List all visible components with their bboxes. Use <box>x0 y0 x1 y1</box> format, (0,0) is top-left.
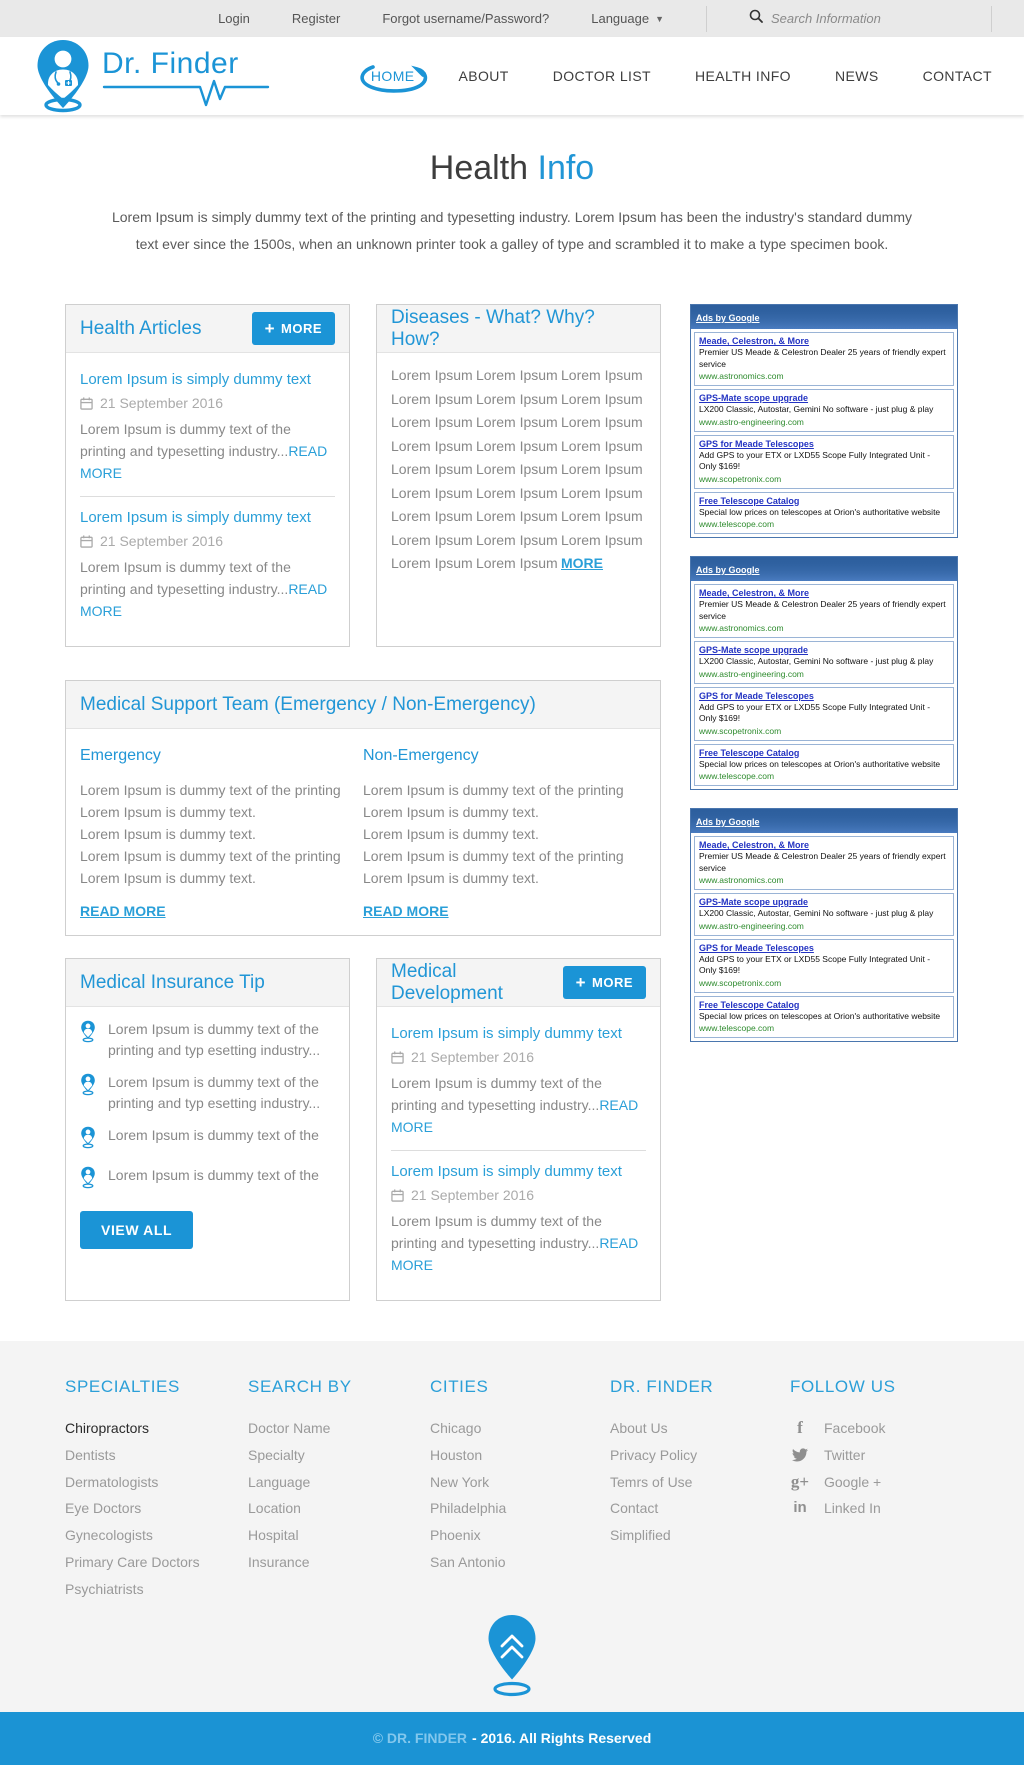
ad-item <box>694 641 954 684</box>
footer-link[interactable]: Dermatologists <box>65 1473 159 1490</box>
footer-link[interactable]: Philadelphia <box>430 1500 507 1517</box>
disease-link[interactable]: Lorem Ipsum <box>391 390 473 407</box>
nav-news[interactable]: NEWS <box>834 68 879 84</box>
ad-description: Premier US Meade & Celestron Dealer 25 years of friendly expert service <box>699 851 946 873</box>
disease-link[interactable]: Lorem Ipsum <box>391 367 473 383</box>
ad-item <box>694 332 954 386</box>
support-column <box>363 743 646 921</box>
ad-item <box>694 939 954 993</box>
footer-dr-finder <box>610 1377 790 1603</box>
article-item <box>391 1019 646 1150</box>
ad-title-link[interactable]: Free Telescope Catalog <box>699 495 800 506</box>
read-more-link[interactable]: READ MORE <box>80 443 328 481</box>
facebook-icon: f <box>797 1418 803 1437</box>
ad-url: www.astro-engineering.com <box>699 416 804 427</box>
ad-item <box>694 687 954 741</box>
ads-header: Ads by Google <box>696 817 760 827</box>
footer-cities <box>430 1377 610 1603</box>
ad-url: www.scopetronix.com <box>699 473 782 484</box>
article-item <box>391 1150 646 1288</box>
article-excerpt: Lorem Ipsum is dummy text of the printing and typesetting industry...READ MORE <box>80 421 328 481</box>
article-title-link[interactable]: Lorem Ipsum is simply dummy text <box>391 1163 622 1180</box>
view-all-button[interactable]: VIEW ALL <box>80 1211 193 1249</box>
social-twitter[interactable]: Twitter <box>790 1442 959 1469</box>
ad-item <box>694 744 954 787</box>
brand-logo[interactable] <box>32 39 270 118</box>
disease-link[interactable]: Lorem Ipsum <box>476 555 558 571</box>
disease-link[interactable]: Lorem Ipsum <box>476 414 558 430</box>
article-title-link[interactable]: Lorem Ipsum is simply dummy text <box>391 1025 622 1042</box>
copyright-text: - 2016. All Rights Reserved <box>472 1730 652 1747</box>
ad-item <box>694 584 954 638</box>
footer-heading: FOLLOW US <box>790 1377 896 1396</box>
footer-link[interactable]: Phoenix <box>430 1527 481 1544</box>
googleplus-icon: g+ <box>790 1471 810 1491</box>
ad-item <box>694 996 954 1039</box>
card-title: Medical Development <box>391 960 503 1004</box>
google-ads-block <box>690 808 958 1042</box>
ad-title-link[interactable]: GPS for Meade Telescopes <box>699 690 814 701</box>
ad-title-link[interactable]: GPS for Meade Telescopes <box>699 438 814 449</box>
insurance-tip-item: Lorem Ipsum is dummy text of the printing and typ esetting industry... <box>80 1019 335 1061</box>
copyright-brand: © DR. FINDER <box>372 1730 468 1747</box>
ad-title-link[interactable]: GPS-Mate scope upgrade <box>699 897 809 907</box>
disease-link[interactable]: Lorem Ipsum <box>561 437 643 454</box>
disease-link[interactable]: Lorem Ipsum <box>476 390 558 407</box>
article-excerpt: Lorem Ipsum is dummy text of the printing and typesetting industry...READ MORE <box>80 559 328 619</box>
site-footer <box>0 1341 1024 1712</box>
google-ads-block <box>690 304 958 538</box>
disease-link[interactable]: Lorem Ipsum <box>476 508 558 524</box>
active-swoosh-icon <box>359 62 429 96</box>
support-lines: Lorem Ipsum is dummy text of the printing Lorem Ipsum is dummy text. Lorem Ipsum is dummy text. Lorem Ipsum is dummy text of the printing Lorem Ipsum is dummy text. <box>363 782 624 886</box>
calendar-icon <box>391 1051 404 1064</box>
disease-link[interactable]: Lorem Ipsum <box>391 484 473 501</box>
footer-link[interactable]: Privacy Policy <box>610 1446 698 1463</box>
ad-description: Special low prices on telescopes at Orion's authoritative website <box>699 1010 941 1021</box>
support-column <box>80 743 363 921</box>
article-item <box>80 496 335 634</box>
disease-link[interactable]: Lorem Ipsum <box>561 367 643 383</box>
article-date: 21 September 2016 <box>411 1187 534 1203</box>
copyright-bar <box>0 1712 1024 1765</box>
footer-heading: SPECIALTIES <box>65 1377 180 1396</box>
footer-specialties <box>65 1377 248 1603</box>
medical-support-card <box>65 680 661 936</box>
plus-icon: + <box>575 973 586 992</box>
mini-pin-icon <box>80 1020 98 1061</box>
nav-health-info[interactable]: HEALTH INFO <box>695 68 791 84</box>
divider <box>706 6 707 32</box>
disease-link[interactable]: Lorem Ipsum <box>391 508 473 524</box>
back-to-top-pin-icon <box>483 1613 541 1697</box>
login-link[interactable]: Login <box>218 11 250 26</box>
footer-link[interactable]: New York <box>430 1473 490 1490</box>
read-more-link[interactable]: READ MORE <box>363 903 449 919</box>
footer-link[interactable]: Psychiatrists <box>65 1580 144 1597</box>
article-date: 21 September 2016 <box>100 533 223 549</box>
ad-url: www.telescope.com <box>699 519 775 529</box>
insurance-tip-item: Lorem Ipsum is dummy text of the printing and typ esetting industry... <box>80 1072 335 1114</box>
footer-link[interactable]: Temrs of Use <box>610 1473 693 1490</box>
ad-description: Special low prices on telescopes at Orion's authoritative website <box>699 506 941 517</box>
ad-url: www.astronomics.com <box>699 371 784 381</box>
nav-contact[interactable]: CONTACT <box>922 68 992 84</box>
ad-title-link[interactable]: Meade, Celestron, & More <box>699 336 810 346</box>
footer-link[interactable]: Contact <box>610 1500 659 1517</box>
diseases-more-link[interactable]: MORE <box>561 555 603 571</box>
card-title: Medical Support Team (Emergency / Non-Emergency) <box>80 693 536 715</box>
disease-link[interactable]: Lorem Ipsum <box>561 390 643 407</box>
ad-description: Premier US Meade & Celestron Dealer 25 years of friendly expert service <box>699 347 946 369</box>
ads-column <box>690 304 958 1301</box>
footer-link[interactable]: Language <box>248 1473 311 1490</box>
support-column-heading: Emergency <box>80 747 161 764</box>
ad-url: www.astro-engineering.com <box>699 920 804 931</box>
footer-heading: CITIES <box>430 1377 489 1396</box>
footer-link[interactable]: Chicago <box>430 1420 482 1436</box>
health-articles-card <box>65 304 350 647</box>
search-icon[interactable] <box>749 9 763 28</box>
article-excerpt: Lorem Ipsum is dummy text of the printing and typesetting industry...READ MORE <box>391 1075 639 1135</box>
ad-title-link[interactable]: GPS-Mate scope upgrade <box>699 393 809 403</box>
footer-link[interactable]: Hospital <box>248 1527 299 1544</box>
disease-link[interactable]: Lorem Ipsum <box>561 508 643 524</box>
support-lines: Lorem Ipsum is dummy text of the printing Lorem Ipsum is dummy text. Lorem Ipsum is dummy text. Lorem Ipsum is dummy text of the printing Lorem Ipsum is dummy text. <box>80 782 341 886</box>
plus-icon: + <box>264 319 275 338</box>
footer-heading: SEARCH BY <box>248 1377 352 1396</box>
hero-section <box>0 115 1024 304</box>
ads-header: Ads by Google <box>696 313 760 323</box>
ad-title-link[interactable]: Free Telescope Catalog <box>699 999 800 1010</box>
disease-link[interactable]: Lorem Ipsum <box>391 414 473 430</box>
search-box <box>749 9 949 28</box>
card-title: Diseases - What? Why? How? <box>391 306 595 350</box>
read-more-link[interactable]: READ MORE <box>391 1235 639 1273</box>
disease-link[interactable]: Lorem Ipsum <box>476 461 558 477</box>
footer-search-by <box>248 1377 430 1603</box>
disease-link[interactable]: Lorem Ipsum <box>561 414 643 430</box>
ad-title-link[interactable]: GPS-Mate scope upgrade <box>699 645 809 655</box>
article-item <box>80 365 335 496</box>
main-content <box>65 304 959 1301</box>
support-column-heading: Non-Emergency <box>363 747 479 764</box>
footer-heading: DR. FINDER <box>610 1377 714 1396</box>
ad-url: www.astronomics.com <box>699 875 784 885</box>
doctor-pin-icon <box>32 39 94 118</box>
ad-item <box>694 836 954 890</box>
health-articles-more-button[interactable]: + MORE <box>252 312 335 345</box>
ad-description: LX200 Classic, Autostar, Gemini No software - just plug & play <box>699 404 934 414</box>
insurance-tip-item: Lorem Ipsum is dummy text of the <box>80 1165 335 1194</box>
main-nav <box>371 60 992 92</box>
nav-doctor-list[interactable]: DOCTOR LIST <box>552 68 652 84</box>
footer-link[interactable]: About Us <box>610 1420 668 1436</box>
page-intro: Lorem Ipsum is simply dummy text of the printing and typesetting industry. Lorem Ipsum has been the industry's standard dummy text ever since the 1500s, when an unknown printer took a galley of type and scrambled it to make a type specimen book. <box>111 209 912 252</box>
mini-pin-icon <box>80 1073 98 1114</box>
disease-link[interactable]: Lorem Ipsum <box>561 461 643 477</box>
social-facebook[interactable]: f Facebook <box>790 1415 959 1442</box>
mini-pin-icon <box>80 1166 98 1194</box>
diseases-card <box>376 304 661 647</box>
page-title: Health Info <box>429 149 595 187</box>
ad-description: LX200 Classic, Autostar, Gemini No software - just plug & play <box>699 656 934 666</box>
insurance-tip-item: Lorem Ipsum is dummy text of the <box>80 1125 335 1154</box>
read-more-link[interactable]: READ MORE <box>391 1097 639 1135</box>
ads-header: Ads by Google <box>696 565 760 575</box>
twitter-icon <box>790 1448 810 1462</box>
social-googleplus[interactable]: g+ Google + <box>790 1469 959 1496</box>
language-dropdown[interactable] <box>591 11 664 26</box>
ad-title-link[interactable]: GPS for Meade Telescopes <box>699 942 814 953</box>
divider <box>991 6 992 32</box>
disease-link[interactable]: Lorem Ipsum <box>391 461 473 477</box>
card-title: Medical Insurance Tip <box>80 971 265 993</box>
ad-url: www.astronomics.com <box>699 623 784 633</box>
back-to-top-button[interactable] <box>483 1613 541 1700</box>
footer-link[interactable]: San Antonio <box>430 1553 506 1570</box>
google-ads-block <box>690 556 958 790</box>
ad-description: Premier US Meade & Celestron Dealer 25 years of friendly expert service <box>699 599 946 621</box>
mini-pin-icon <box>80 1126 98 1154</box>
ad-item <box>694 389 954 432</box>
site-header <box>0 37 1024 115</box>
top-utility-bar <box>0 0 1024 37</box>
ad-description: Add GPS to your ETX or LXD55 Scope Fully Integrated Unit - Only $169! <box>699 953 931 975</box>
article-title-link[interactable]: Lorem Ipsum is simply dummy text <box>80 371 311 388</box>
read-more-link[interactable]: READ MORE <box>80 581 328 619</box>
nav-home[interactable]: HOME <box>371 60 415 92</box>
article-title-link[interactable]: Lorem Ipsum is simply dummy text <box>80 509 311 526</box>
disease-link[interactable]: Lorem Ipsum <box>391 437 473 454</box>
article-date: 21 September 2016 <box>100 395 223 411</box>
card-title: Health Articles <box>80 317 202 339</box>
calendar-icon <box>80 535 93 548</box>
disease-link[interactable]: Lorem Ipsum <box>476 437 558 454</box>
ad-title-link[interactable]: Free Telescope Catalog <box>699 747 800 758</box>
disease-link[interactable]: Lorem Ipsum <box>391 555 473 571</box>
article-excerpt: Lorem Ipsum is dummy text of the printing and typesetting industry...READ MORE <box>391 1213 639 1273</box>
footer-link[interactable]: Dentists <box>65 1446 116 1463</box>
ad-description: Add GPS to your ETX or LXD55 Scope Fully Integrated Unit - Only $169! <box>699 701 931 723</box>
nav-about[interactable]: ABOUT <box>458 68 509 84</box>
article-date: 21 September 2016 <box>411 1049 534 1065</box>
ad-description: Add GPS to your ETX or LXD55 Scope Fully Integrated Unit - Only $169! <box>699 449 931 471</box>
medical-development-card <box>376 958 661 1301</box>
disease-link[interactable]: Lorem Ipsum <box>391 531 473 548</box>
medical-development-more-button[interactable]: + MORE <box>563 966 646 999</box>
calendar-icon <box>80 397 93 410</box>
footer-link[interactable]: Chiropractors <box>65 1420 150 1436</box>
ad-description: LX200 Classic, Autostar, Gemini No software - just plug & play <box>699 908 934 918</box>
disease-link[interactable]: Lorem Ipsum <box>561 484 643 501</box>
ad-item <box>694 435 954 489</box>
insurance-tip-card <box>65 958 350 1301</box>
footer-link[interactable]: Location <box>248 1500 301 1517</box>
footer-link[interactable]: Specialty <box>248 1446 305 1463</box>
disease-link[interactable]: Lorem Ipsum <box>476 531 558 548</box>
calendar-icon <box>391 1189 404 1202</box>
ad-title-link[interactable]: Meade, Celestron, & More <box>699 840 810 850</box>
ad-url: www.telescope.com <box>699 771 775 781</box>
footer-link[interactable]: Eye Doctors <box>65 1500 142 1517</box>
footer-link[interactable]: Houston <box>430 1446 483 1463</box>
disease-link[interactable]: Lorem Ipsum <box>561 531 643 548</box>
heartbeat-line-icon <box>102 79 270 111</box>
disease-link[interactable]: Lorem Ipsum <box>476 484 558 501</box>
search-input[interactable] <box>771 11 931 26</box>
footer-link[interactable]: Simplified <box>610 1527 671 1544</box>
footer-follow-us <box>790 1377 959 1603</box>
ad-url: www.scopetronix.com <box>699 725 782 736</box>
linkedin-icon: in <box>793 1499 807 1517</box>
chevron-down-icon: ▼ <box>655 13 664 24</box>
ad-description: Special low prices on telescopes at Orion's authoritative website <box>699 758 941 769</box>
footer-link[interactable]: Primary Care Doctors <box>65 1553 200 1570</box>
register-link[interactable]: Register <box>291 11 341 26</box>
read-more-link[interactable]: READ MORE <box>80 903 166 919</box>
forgot-password-link[interactable]: Forgot username/Password? <box>382 11 550 26</box>
language-label: Language <box>591 11 650 26</box>
footer-link[interactable]: Insurance <box>248 1553 310 1570</box>
ad-url: www.astro-engineering.com <box>699 668 804 679</box>
footer-link[interactable]: Gynecologists <box>65 1527 153 1544</box>
ad-title-link[interactable]: Meade, Celestron, & More <box>699 588 810 598</box>
ad-item <box>694 893 954 936</box>
footer-link[interactable]: Doctor Name <box>248 1420 331 1436</box>
disease-link[interactable]: Lorem Ipsum <box>476 367 558 383</box>
ad-item <box>694 492 954 535</box>
ad-url: www.telescope.com <box>699 1023 775 1033</box>
social-linkedin[interactable]: in Linked In <box>790 1495 959 1522</box>
brand-name: Dr. Finder <box>102 46 239 80</box>
ad-url: www.scopetronix.com <box>699 977 782 988</box>
